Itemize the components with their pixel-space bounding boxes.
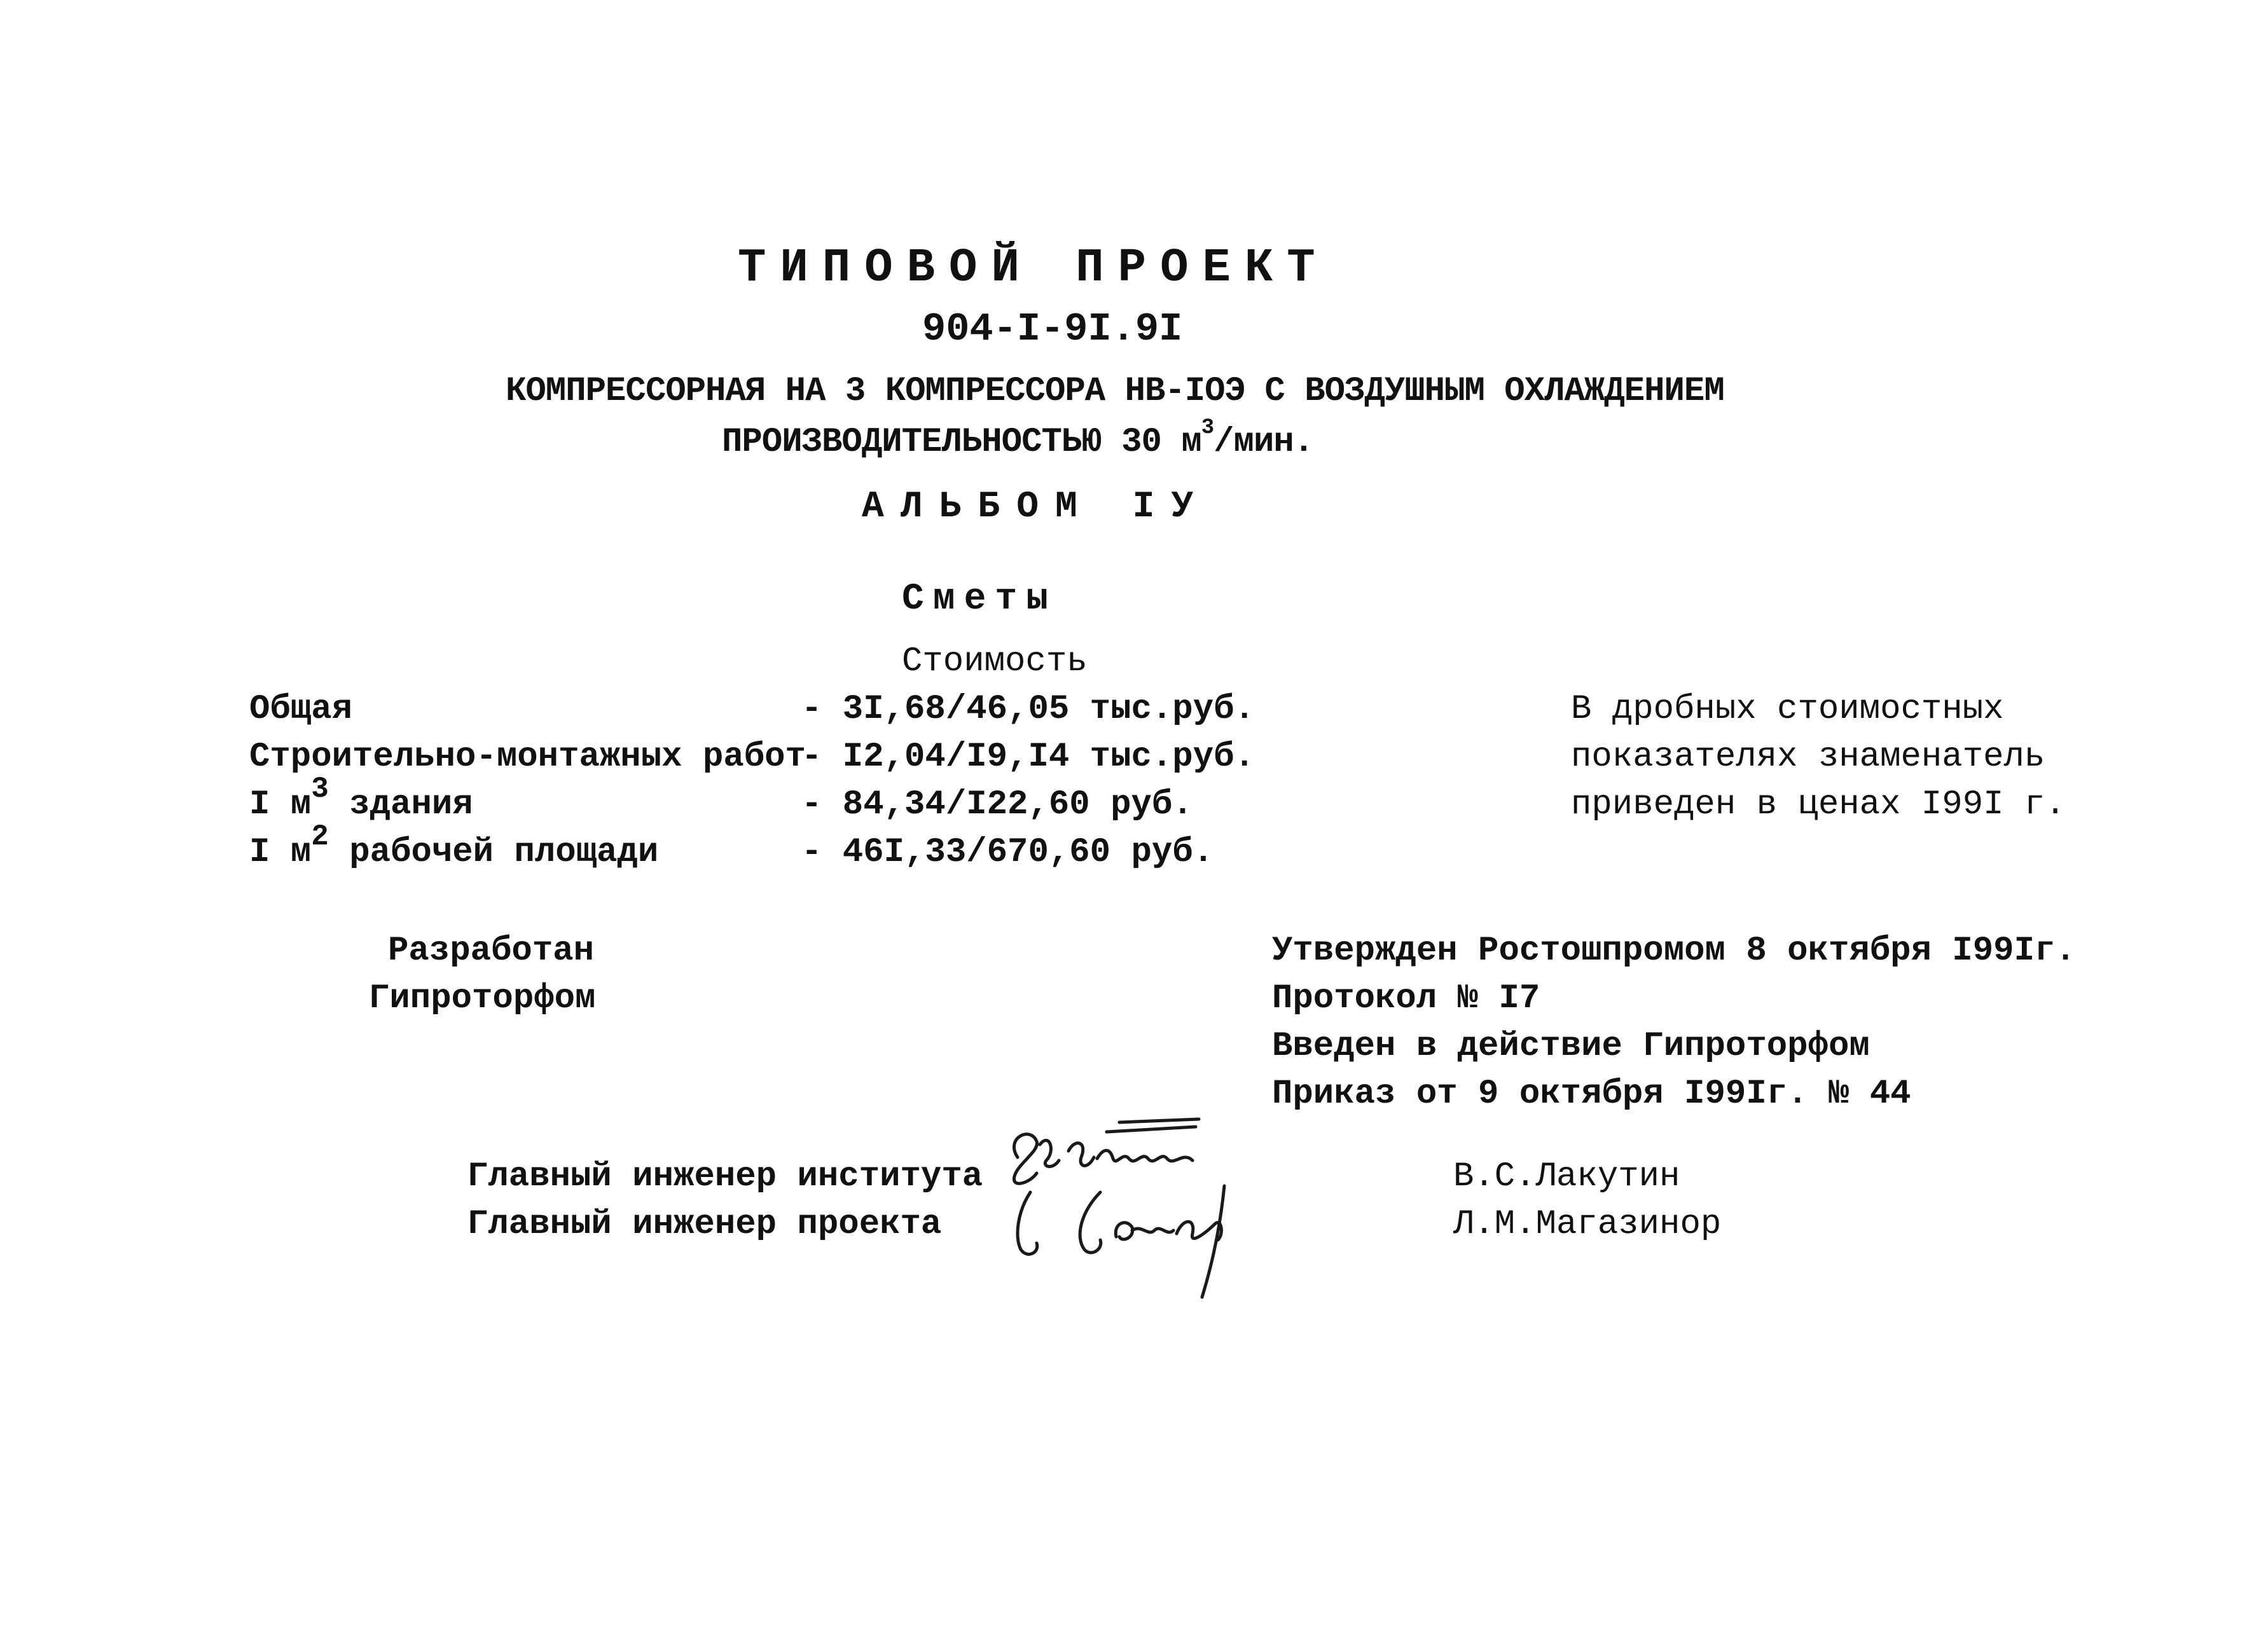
- signatory-role: Главный инженер проекта: [467, 1205, 942, 1244]
- signatory-name: Л.М.Магазинор: [1453, 1205, 1722, 1244]
- cost-row-label-suffix: здания: [328, 785, 473, 824]
- cost-row-label-prefix: I м: [249, 833, 312, 872]
- cost-row-label: [249, 773, 473, 824]
- document-type-title: ТИПОВОЙ ПРОЕКТ: [738, 242, 1329, 295]
- project-subject-line-2: [722, 416, 1314, 462]
- note-line: показателях знаменатель: [1571, 738, 2045, 776]
- approval-line: Протокол № I7: [1272, 979, 1540, 1018]
- cost-row-label-superscript: 2: [311, 820, 329, 853]
- approval-line: Утвержден Ростошпромом 8 октября I99Iг.: [1272, 932, 2076, 970]
- developer-organization: Гипроторфом: [369, 979, 596, 1018]
- subject-line-2-suffix: /мин.: [1213, 423, 1314, 462]
- cost-row-value: - 84,34/I22,60 руб.: [801, 785, 1193, 824]
- approval-line: Введен в действие Гипроторфом: [1272, 1027, 1870, 1066]
- approval-line: Приказ от 9 октября I99Iг. № 44: [1272, 1075, 1911, 1113]
- handwritten-signature-2: [1005, 1180, 1310, 1307]
- signatory-role: Главный инженер института: [467, 1157, 983, 1196]
- cost-row-value: - I2,04/I9,I4 тыс.руб.: [801, 738, 1255, 776]
- note-line: В дробных стоимостных: [1571, 690, 2004, 729]
- cost-row-label-prefix: I м: [249, 785, 312, 824]
- section-title: Сметы: [902, 579, 1058, 620]
- cost-header: Стоимость: [902, 642, 1088, 681]
- cost-row-label: Строительно-монтажных работ: [249, 738, 806, 776]
- cost-row-label: [249, 820, 659, 872]
- cost-row-label-suffix: рабочей площади: [328, 833, 659, 872]
- project-subject-line-1: КОМПРЕССОРНАЯ НА 3 КОМПРЕССОРА НВ-IОЭ С ВОЗДУШНЫМ ОХЛАЖДЕНИЕМ: [506, 372, 1724, 411]
- cost-row-label-superscript: 3: [311, 773, 329, 806]
- cost-row-label: Общая: [249, 690, 353, 729]
- cost-row-value: - 46I,33/670,60 руб.: [801, 833, 1214, 872]
- cost-row-value: - 3I,68/46,05 тыс.руб.: [801, 690, 1255, 729]
- subject-line-2-superscript: 3: [1201, 416, 1214, 440]
- note-line: приведен в ценах I99I г.: [1571, 785, 2066, 824]
- album-title: АЛЬБОМ IУ: [862, 486, 1210, 528]
- developer-label: Разработан: [388, 932, 595, 970]
- signatory-name: В.С.Лакутин: [1453, 1157, 1680, 1196]
- project-number: 904-I-9I.9I: [922, 306, 1183, 352]
- subject-line-2-prefix: ПРОИЗВОДИТЕЛЬНОСТЬЮ 30 м: [722, 423, 1201, 462]
